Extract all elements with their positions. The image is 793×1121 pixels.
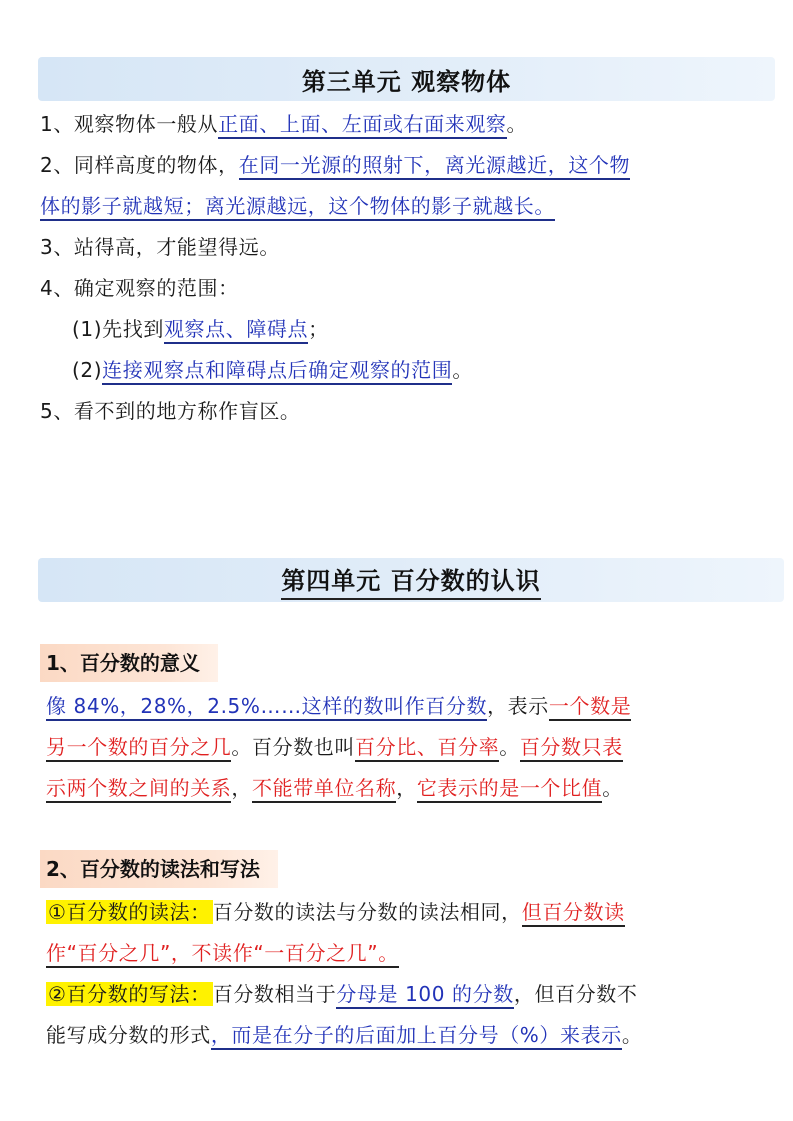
s2-write-mid: 百分数相当于 [212,982,337,1006]
u3-p2-pre: 2、同样高度的物体， [40,153,239,177]
s1-l3-red3: 它表示的是一个比值 [417,776,602,803]
s1-l2-red2: 百分比、百分率 [355,735,499,762]
u3-p1-pre: 1、观察物体一般从 [40,112,219,136]
unit3-title: 第三单元 观察物体 [301,67,512,96]
s2-write-line-2 [46,1020,642,1050]
unit3-banner [38,57,775,101]
u3-line-4-2 [72,355,473,385]
u3-p4-2-post: 。 [452,358,473,382]
s1-l3-mid2: ， [396,776,417,800]
u3-line-5 [40,396,301,426]
u3-p4: 4、确定观察的范围： [40,276,239,300]
s2-read-mid: 百分数的读法与分数的读法相同， [212,900,522,924]
s1-l3-post: 。 [602,776,623,800]
u3-line-2b [40,191,555,221]
s1-l1-red: 一个数是 [549,694,631,721]
section1-title: 1、百分数的意义 [46,651,200,675]
u3-p1-post: 。 [506,112,528,136]
u3-line-4-1 [72,314,329,344]
u3-p4-1-underlined: 观察点、障碍点 [164,317,308,344]
section1-heading [40,644,218,682]
u3-p4-2-underlined: 连接观察点和障碍点后确定观察的范围 [102,358,452,385]
s2-write-blue-a: 分母是 100 的分数 [336,982,514,1009]
s2-read-line-2 [46,938,399,968]
s2-write-highlight: ②百分数的写法： [48,982,211,1006]
section2-heading [40,850,278,888]
u3-p4-1-post: ； [308,317,329,341]
u3-p4-1-pre: (1)先找到 [72,317,164,341]
u3-p4-2-pre: (2) [72,358,103,382]
s2-read-red-b: 作“百分之几”，不读作“一百分之几”。 [46,941,399,968]
s1-l2-mid2: 。 [499,735,520,759]
s2-write-blue-b: ，而是在分子的后面加上百分号（%）来表示 [211,1023,622,1050]
s1-l3-red2: 不能带单位名称 [252,776,396,803]
unit4-banner [38,558,784,602]
u3-line-2a [40,150,630,180]
s1-l2-red3: 百分数只表 [520,735,623,762]
s1-l1-blue: 像 84%，28%，2.5%……这样的数叫作百分数 [46,694,487,721]
u3-p5: 5、看不到的地方称作盲区。 [40,399,301,423]
s1-l3-red1: 示两个数之间的关系 [46,776,231,803]
u3-p3: 3、站得高，才能望得远。 [40,235,280,259]
s2-write-end: 。 [621,1023,643,1047]
s1-line-2 [46,732,623,762]
section2-title: 2、百分数的读法和写法 [46,857,260,881]
s2-read-line-1 [46,897,625,927]
u3-line-3 [40,232,280,262]
s2-read-highlight: ①百分数的读法： [48,900,211,924]
s1-line-1 [46,691,631,721]
s2-write-line-1 [46,979,637,1009]
u3-p1-underlined: 正面、上面、左面或右面来观察 [218,112,506,139]
s1-line-3 [46,773,623,803]
s1-l3-mid1: ， [231,776,253,800]
unit4-title: 第四单元 百分数的认识 [281,561,540,600]
u3-p2-underlined-a: 在同一光源的照射下，离光源越近，这个物 [239,153,630,180]
s2-write-post: ，但百分数不 [513,982,638,1006]
s2-read-red-a: 但百分数读 [522,900,625,927]
u3-line-1 [40,109,527,139]
s1-l2-red1: 另一个数的百分之几 [46,735,231,762]
u3-p2-underlined-b: 体的影子就越短；离光源越远，这个物体的影子就越长。 [40,194,555,221]
s2-write-pre: 能写成分数的形式 [46,1023,211,1047]
s1-l1-mid: ，表示 [487,694,549,718]
u3-line-4 [40,273,239,303]
s1-l2-mid1: 。百分数也叫 [231,735,356,759]
